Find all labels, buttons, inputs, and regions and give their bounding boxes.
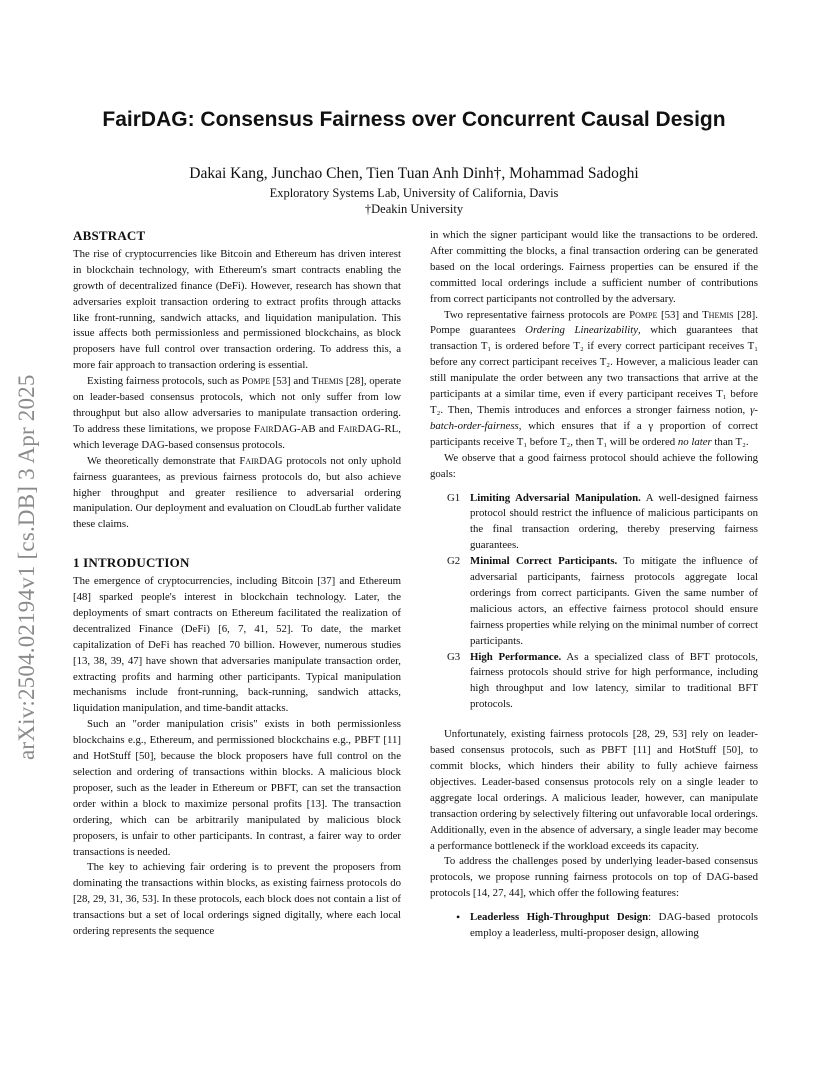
intro-paragraph-3: The key to achieving fair ordering is to prevent the proposers from dominating the transactions within blocks, as existing fairness protocols do [28, 29, 31, 36, 53]. In these protocols, each block does not contain a list of transactions but a set of local orderings signed digitally, where each local ordering represents the sequence	[73, 861, 401, 938]
right-paragraph-1: Two representative fairness protocols are Pompe [53] and Themis [28]. Pompe guarantees Ordering Linearizability, which guarantees that transaction T₁ is ordered before T₂ if every correct participant receives T₁ before any correct participant receives T₂. However, a malicious leader can still manipulate the order between any two transactions that arrive at the participants at a similar time, even if every participant receives T₁ before T₂. Then, Themis introduces and enforces a stronger fairness notion, γ-batch-order-fairness, which ensures that if a γ proportion of correct participants receive T₁ before T₂, then T₁ will be ordered no later than T₂.	[430, 308, 758, 448]
right-paragraph-0: in which the signer participant would like the transactions to be ordered. After committing the blocks, a final transaction ordering can be generated based on the local orderings. Fairness properties can be ensured if the committed local orderings include a sufficient number of contributions from correct participants not controlled by the adversary.	[430, 229, 758, 305]
right-paragraph-2: We observe that a good fairness protocol should achieve the following goals:	[430, 451, 758, 480]
right-paragraph-4: To address the challenges posed by underlying leader-based consensus protocols, we propose running fairness protocols on top of DAG-based protocols [14, 27, 44], which offer the following features:	[430, 855, 758, 900]
arxiv-identifier: arXiv:2504.02194v1 [cs.DB] 3 Apr 2025	[14, 374, 39, 760]
left-column	[73, 228, 401, 940]
abstract-paragraph-1: The rise of cryptocurrencies like Bitcoin and Ethereum has driven interest in blockchain technology, with Ethereum's smart contracts enabling the growth of decentralized finance (DeFi). However, research has shown that adversaries exploit transaction ordering to extract profits through attacks like front-running, sandwich attacks, and liquidation manipulation. This issue affects both permissionless and permissioned blockchains, as block proposers have full control over transaction ordering. To address this, a more fair approach to transaction ordering is essential.	[73, 247, 401, 372]
goal-item: G1 Limiting Adversarial Manipulation. A well-designed fairness protocol should restrict the influence of malicious participants on the final transaction ordering, thereby preserving fairness guarantees.	[447, 491, 758, 552]
introduction-heading: 1 INTRODUCTION	[73, 555, 190, 571]
goals-list	[430, 491, 758, 714]
affiliation-secondary: †Deakin University	[364, 202, 464, 216]
author-list: Dakai Kang, Junchao Chen, Tien Tuan Anh Dinh†, Mohammad Sadoghi	[189, 165, 639, 182]
right-column	[430, 228, 758, 942]
goal-item: G3 High Performance. As a specialized class of BFT protocols, fairness protocols should strive for high performance, including high throughput and low latency, similar to traditional BFT protocols.	[447, 650, 758, 711]
feature-item: • Leaderless High-Throughput Design: DAG-based protocols employ a leaderless, multi-proposer design, allowing	[456, 910, 758, 942]
right-paragraph-3: Unfortunately, existing fairness protocols [28, 29, 53] rely on leader-based consensus protocols, such as PBFT [11] and HotStuff [50], to commit blocks, which hinders their ability to fully achieve fairness objectives. Leader-based consensus protocols rely on a single leader to aggregate local orderings. A malicious leader, however, can manipulate transaction ordering by selectively filtering out unfavorable local orderings. Additionally, even in the absence of adversary, a single leader may become a performance bottleneck if the workload exceeds its capacity.	[430, 728, 758, 852]
abstract-paragraph-2: Existing fairness protocols, such as Pompe [53] and Themis [28], operate on leader-based consensus protocols, which not only suffer from low throughput but also allow adversaries to manipulate transaction ordering. To address these limitations, we propose FairDAG-AB and FairDAG-RL, which leverage DAG-based consensus protocols.	[73, 375, 402, 451]
features-list	[430, 910, 758, 942]
abstract-heading: ABSTRACT	[73, 228, 146, 243]
intro-paragraph-1: The emergence of cryptocurrencies, including Bitcoin [37] and Ethereum [48] sparked people's interest in blockchain technology. Later, the deployments of smart contracts on Ethereum facilitated the realization of decentralized Finance (DeFi) [6, 7, 41, 52]. To date, the market capitalization of DeFi has reached 70 billion. However, numerous studies [13, 38, 39, 47] have shown that adversaries manipulate transaction order, extracting profits and harming other participants. Typical manipulation mechanisms include front-running, back-running, sandwich attacks, liquidation manipulation, and time-bandit attacks.	[73, 575, 401, 715]
bullet-icon: •	[456, 910, 461, 925]
intro-paragraph-2: Such an "order manipulation crisis" exists in both permissionless blockchains e.g., Ethereum, and permissioned blockchains e.g., PBFT [11] and HotStuff [50], because the block proposers have full control on the selection and ordering of transactions within blocks. A malicious block proposer, such as the leader in Ethereum or PBFT, can set the transaction order within a block to maximize personal profits [13]. The transaction ordering, which can be arbitrarily manipulated by malicious block proposers, is unfair to other participants. In contrast, a fairer way to order transactions is needed.	[73, 718, 401, 858]
abstract-paragraph-3: We theoretically demonstrate that FairDAG protocols not only uphold fairness guarantees, as previous fairness protocols do, but also achieve higher throughput and greater resilience to adversarial ordering manipulation. Our deployment and evaluation on CloudLab further validate these claims.	[73, 454, 401, 531]
goal-item: G2 Minimal Correct Participants. To mitigate the influence of adversarial participants, fairness protocols aggregate local orderings from correct participants. Given the same number of malicious actors, an effective fairness protocol should ensure fairness properties while relying on the minimal number of correct participants.	[447, 555, 758, 647]
affiliation-primary: Exploratory Systems Lab, University of California, Davis	[269, 186, 559, 200]
paper-title: FairDAG: Consensus Fairness over Concurrent Causal Design	[102, 108, 726, 131]
